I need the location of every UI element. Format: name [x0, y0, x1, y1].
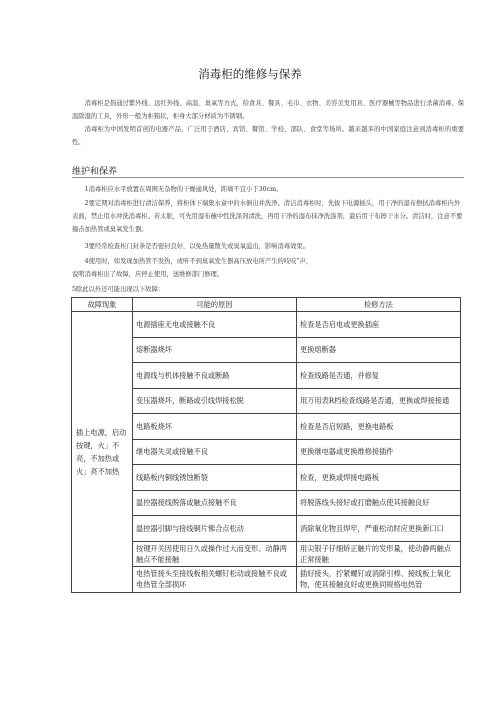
fix-cell: 插好接头，拧紧螺钉或消除引棒、接线板上氧化物，使其接触良好或更换同规格电热管 — [297, 567, 461, 593]
header-fix: 检修方法 — [297, 298, 461, 312]
section-divider — [72, 177, 464, 178]
table-header-row — [72, 298, 461, 312]
fix-cell: 检查是否启短路，更换电路板 — [297, 414, 461, 440]
cause-cell: 电源线与机体接触不良或断路 — [133, 363, 297, 389]
cause-cell: 按键开关因使用日久或操作过大而变形、动静两触点不能接触 — [133, 541, 297, 567]
table-row — [72, 312, 461, 338]
intro-paragraph-2: 消毒柜为中国发明首创的电器产品，广泛用于酒店、宾馆、餐馆、学校、部队、食堂等场所。越来越多的中国家庭注意到消毒柜的重要性。 — [72, 126, 464, 146]
cause-cell: 继电器失灵或接触不良 — [133, 439, 297, 465]
intro-paragraph-1: 消毒柜是指通过紫外线、远红外线、高温、臭氧等方式，给食具、餐具、毛巾、衣物、美容美发用具、医疗器械等物品进行杀菌消毒、保温除湿的工具，外形一般为柜箱状，柜身大部分材质为不锈钢。 — [72, 100, 464, 120]
fix-cell: 用万用表R档检查线路是否通，更换或焊接接通 — [297, 388, 461, 414]
after-line-1: 说明消毒柜出了故障，应停止使用，送维修部门修理。 — [72, 271, 224, 278]
after-line-2: 5除此以外还可能出现以下故障： — [72, 286, 165, 293]
fault-table — [71, 297, 461, 593]
cause-cell: 温控器引脚与接线铜片怫合点松动 — [133, 516, 297, 542]
fix-cell: 消除氧化物且焊牢，严重松动时应更换新口口 — [297, 516, 461, 542]
cause-cell: 线路板内铜线锈蚀断裂 — [133, 465, 297, 491]
cause-cell: 温控器接线脱落或触点接触不良 — [133, 490, 297, 516]
fix-cell: 检查是否启电或更换插座 — [297, 312, 461, 338]
section-heading: 维护和保养 — [72, 167, 118, 177]
header-symptom: 故障现象 — [72, 298, 133, 312]
cause-cell: 电热管接头至接线板相关螺钉松动或接触不良或电热管全部损坏 — [133, 567, 297, 593]
fix-cell: 将脱落线头接好或打磨触点使其接触良好 — [297, 490, 461, 516]
cause-cell: 变压器烧坏，断路或引线焊接松脱 — [133, 388, 297, 414]
fix-cell: 检查线路是否通，并修复 — [297, 363, 461, 389]
care-item-4: 4使用时，如发现加热管不发热，或听不到臭氧发生器高压放电所产生的吱吱”声， — [84, 258, 313, 265]
care-item-2: 2要定期对消毒柜进行清洁保养，将柜体下端集水盒中的水倒出并洗净。清洁消毒柜时，先拔下电源插头，用干净的湿布擦拭消毒柜内外表面，禁止用水冲洗消毒柜。若太脏，可先用湿布蘸中性洗涤剂清洗，再用干净的湿布抹净洗涤剂，最后用干布擦干水分。清洁时，注意不要撞击加热管或臭氧发生器。 — [72, 200, 463, 233]
cause-cell: 熔断器烧坏 — [133, 337, 297, 363]
fix-cell: 更换继电器或更换维修接插件 — [297, 439, 461, 465]
symptom-cell: 插上电源，启动按键，火」不亮，不加热或火」亮不加热 — [72, 312, 133, 593]
fix-cell: 更换熔断器 — [297, 337, 461, 363]
cause-cell: 电路板烧坏 — [133, 414, 297, 440]
fix-cell: 检查，更换或焊接电路板 — [297, 465, 461, 491]
header-cause: 可能的原因 — [133, 298, 297, 312]
fix-cell: 用尖银子仔细矫正触片的发形量，使动静两触点正常接触 — [297, 541, 461, 567]
care-item-3: 3要经常检查柜门封条是否密封良好，以免热量散失或臭氧溢出，影响消毒效果。 — [84, 243, 309, 250]
cause-cell: 电源插座无电或接触不良 — [133, 312, 297, 338]
care-item-1: 1消毒柜应水平放置在周围无杂物的干燥通风处，距墙不宜小于30cm。 — [84, 186, 283, 193]
page-title: 消毒柜的维修与保养 — [198, 67, 302, 81]
